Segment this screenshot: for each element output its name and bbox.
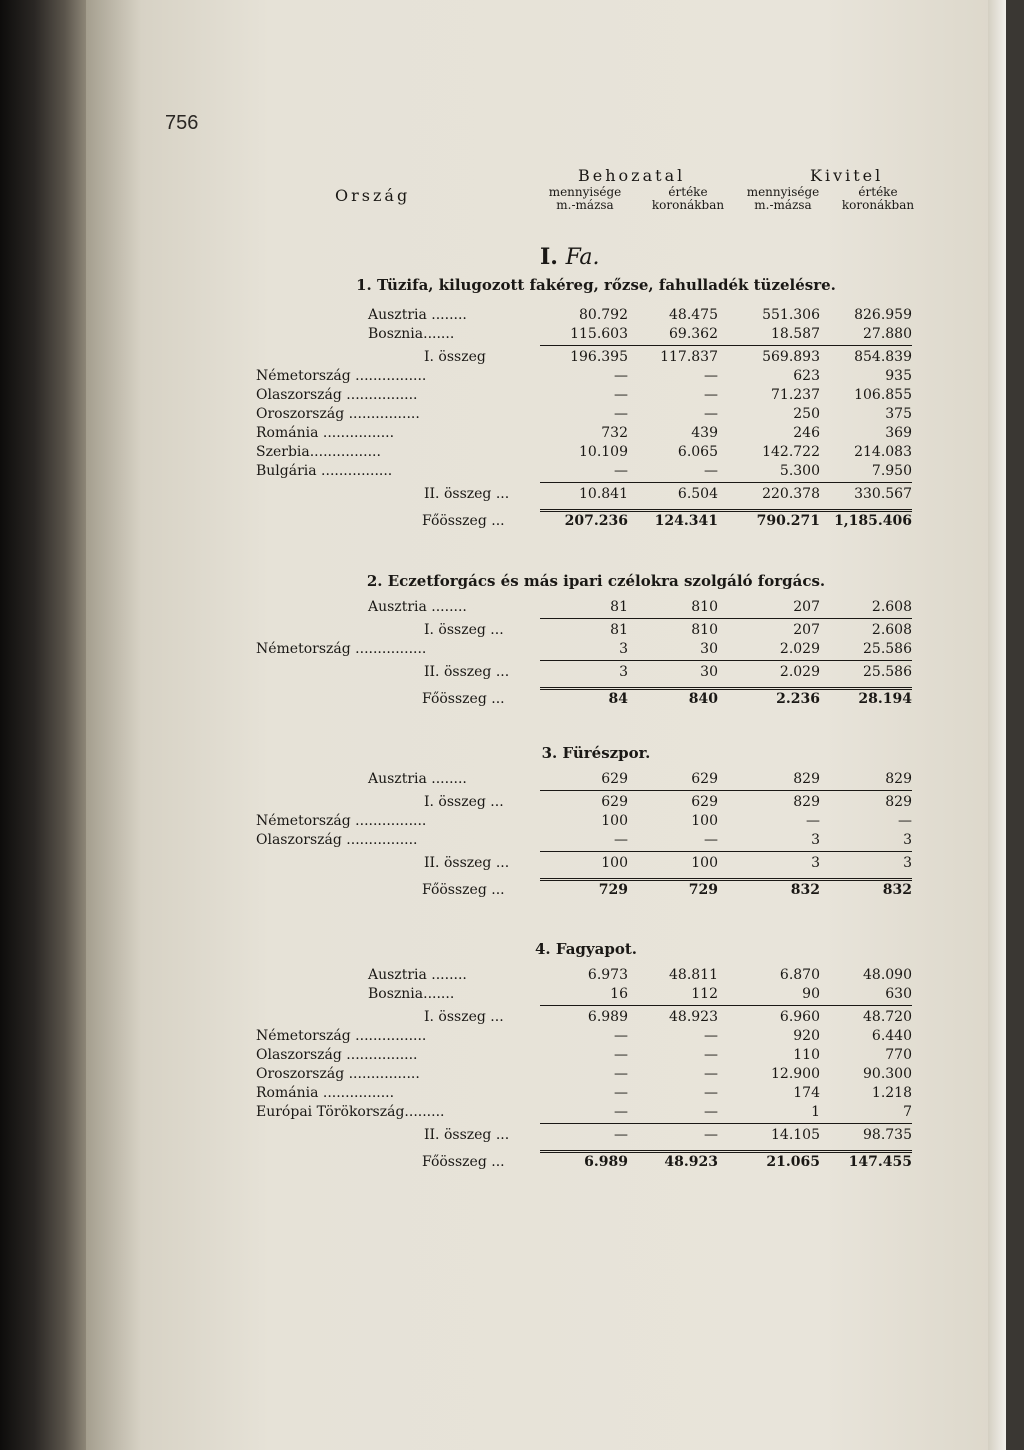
row-label: Bulgária ................ [256,463,393,479]
import-value-cell: 30 [700,664,718,680]
row-label: Németország ................ [256,641,427,657]
export-value-cell: 90.300 [863,1066,912,1082]
row-label: Románia ................ [256,1085,395,1101]
row-label: Főösszeg ... [422,882,505,898]
import-quantity-cell: — [614,406,628,422]
import-value-cell: 30 [700,641,718,657]
row-label: I. összeg ... [424,1009,504,1025]
import-value-cell: 48.923 [664,1154,718,1170]
table-row [0,1084,920,1102]
subtotal-row [0,1126,920,1144]
row-label: Európai Törökország......... [256,1104,445,1120]
export-value-cell: — [898,813,912,829]
table-row [0,966,920,984]
import-quantity-cell: — [614,1066,628,1082]
import-quantity-cell: 207.236 [564,513,628,529]
export-quantity-cell: 250 [793,406,820,422]
row-label: Ausztria ........ [368,771,467,787]
import-value-cell: — [704,387,718,403]
table-row [0,1103,920,1121]
import-quantity-cell: 10.841 [579,486,628,502]
export-value-cell: 25.586 [863,664,912,680]
table-row [0,424,920,442]
chapter-title: I. Fa. [540,244,600,270]
table-row [0,405,920,423]
export-value-cell: 7.950 [871,463,912,479]
import-value-cell: 729 [688,882,718,898]
export-value-cell: 935 [885,368,912,384]
export-quantity-cell: 220.378 [762,486,820,502]
export-value-cell: 1.218 [871,1085,912,1101]
export-quantity-cell: 829 [793,771,820,787]
section-title: 2. Eczetforgács és más ipari czélokra szolgáló forgács. [366,572,826,590]
export-quantity-cell: — [806,813,820,829]
export-quantity-cell: 920 [793,1028,820,1044]
table-row [0,367,920,385]
subtotal-rule [540,1123,912,1124]
import-value-cell: — [704,463,718,479]
export-value-cell: 826.959 [854,307,912,323]
import-quantity-cell: 732 [601,425,628,441]
subtotal-row [0,793,920,811]
import-quantity-header: mennyisége m.-mázsa [548,185,622,212]
export-quantity-cell: 142.722 [762,444,820,460]
export-quantity-cell: 569.893 [762,349,820,365]
import-value-cell: 48.811 [669,967,718,983]
subtotal-rule [540,618,912,619]
export-value-cell: 98.735 [863,1127,912,1143]
table-row [0,640,920,658]
subtotal-row [0,485,920,503]
row-label: I. összeg ... [424,794,504,810]
import-value-cell: 48.475 [669,307,718,323]
subtotal-rule [540,482,912,483]
export-value-cell: 2.608 [871,622,912,638]
import-value-cell: 439 [691,425,718,441]
import-value-cell: 629 [691,794,718,810]
subtotal-rule [540,660,912,661]
export-quantity-cell: 174 [793,1085,820,1101]
row-label: Oroszország ................ [256,406,420,422]
import-quantity-cell: — [614,1047,628,1063]
export-value-cell: 214.083 [854,444,912,460]
subtotal-row [0,1008,920,1026]
export-value-cell: 770 [885,1047,912,1063]
row-label: Olaszország ................ [256,387,418,403]
import-value-cell: — [704,1104,718,1120]
export-quantity-cell: 18.587 [771,326,820,342]
export-value-cell: 330.567 [854,486,912,502]
import-quantity-cell: — [614,387,628,403]
export-value-cell: 7 [903,1104,912,1120]
row-label: Németország ................ [256,368,427,384]
import-value-cell: — [704,368,718,384]
row-label: Oroszország ................ [256,1066,420,1082]
export-value-cell: 48.720 [863,1009,912,1025]
import-quantity-cell: — [614,463,628,479]
export-quantity-cell: 829 [793,794,820,810]
import-value-cell: 100 [691,855,718,871]
import-value-cell: — [704,1028,718,1044]
import-value-cell: 112 [691,986,718,1002]
subtotal-row [0,621,920,639]
table-row [0,325,920,343]
import-quantity-cell: 16 [610,986,628,1002]
export-quantity-cell: 623 [793,368,820,384]
section-title: 4. Fagyapot. [535,940,637,958]
import-quantity-cell: 729 [598,882,628,898]
table-row [0,812,920,830]
import-quantity-cell: 115.603 [570,326,628,342]
export-quantity-cell: 110 [793,1047,820,1063]
row-label: Ausztria ........ [368,599,467,615]
import-quantity-cell: — [614,1127,628,1143]
subtotal-rule [540,1005,912,1006]
export-value-cell: 6.440 [871,1028,912,1044]
subtotal-rule [540,790,912,791]
grand-total-row [0,881,920,899]
export-quantity-cell: 3 [811,832,820,848]
import-quantity-cell: 629 [601,794,628,810]
export-quantity-cell: 2.236 [776,691,820,707]
import-value-cell: 6.065 [677,444,718,460]
export-quantity-cell: 790.271 [756,513,820,529]
export-value-cell: 630 [885,986,912,1002]
import-value-cell: — [704,1127,718,1143]
import-value-cell: 810 [691,599,718,615]
export-quantity-cell: 21.065 [766,1154,820,1170]
import-quantity-cell: 6.989 [587,1009,628,1025]
import-quantity-cell: 80.792 [579,307,628,323]
row-label: Ausztria ........ [368,307,467,323]
import-quantity-cell: — [614,1085,628,1101]
export-quantity-cell: 90 [802,986,820,1002]
import-quantity-cell: 81 [610,622,628,638]
export-value-cell: 829 [885,794,912,810]
row-label: Főösszeg ... [422,513,505,529]
import-value-cell: 6.504 [677,486,718,502]
export-value-cell: 832 [882,882,912,898]
export-value-cell: 27.880 [863,326,912,342]
import-quantity-cell: — [614,1104,628,1120]
import-quantity-cell: 3 [619,641,628,657]
export-quantity-cell: 12.900 [771,1066,820,1082]
book-spine [0,0,86,1450]
import-quantity-cell: 6.973 [587,967,628,983]
row-label: II. összeg ... [424,664,510,680]
import-quantity-cell: — [614,1028,628,1044]
section-title: 3. Fürészpor. [541,744,651,762]
row-label: Olaszország ................ [256,832,418,848]
row-label: II. összeg ... [424,1127,510,1143]
export-value-cell: 1,185.406 [834,513,912,529]
import-value-cell: 840 [688,691,718,707]
export-value-cell: 3 [903,855,912,871]
import-quantity-cell: 100 [601,813,628,829]
country-column-header: Ország [335,186,411,205]
export-quantity-cell: 2.029 [779,641,820,657]
export-value-cell: 25.586 [863,641,912,657]
row-label: Olaszország ................ [256,1047,418,1063]
export-quantity-cell: 246 [793,425,820,441]
export-quantity-cell: 551.306 [762,307,820,323]
table-row [0,443,920,461]
import-header: Behozatal [578,166,686,185]
row-label: Szerbia................ [256,444,381,460]
export-quantity-cell: 6.960 [779,1009,820,1025]
export-quantity-cell: 207 [793,622,820,638]
export-value-cell: 369 [885,425,912,441]
row-label: Románia ................ [256,425,395,441]
import-value-cell: — [704,1085,718,1101]
import-quantity-cell: 10.109 [579,444,628,460]
import-value-cell: 629 [691,771,718,787]
import-value-cell: 100 [691,813,718,829]
export-quantity-cell: 5.300 [779,463,820,479]
book-page [86,0,1006,1450]
export-value-cell: 375 [885,406,912,422]
import-value-header: értéke koronákban [651,185,725,212]
section-title: 1. Tüzifa, kilugozott fakéreg, rőzse, fahulladék tüzelésre. [356,276,836,294]
table-row [0,598,920,616]
table-row [0,386,920,404]
row-label: Ausztria ........ [368,967,467,983]
export-quantity-cell: 71.237 [771,387,820,403]
row-label: Bosznia....... [368,326,455,342]
export-quantity-cell: 14.105 [771,1127,820,1143]
export-quantity-cell: 3 [811,855,820,871]
export-value-cell: 3 [903,832,912,848]
import-quantity-cell: 629 [601,771,628,787]
row-label: I. összeg ... [424,622,504,638]
subtotal-row [0,348,920,366]
import-quantity-cell: 81 [610,599,628,615]
import-value-cell: 124.341 [654,513,718,529]
import-value-cell: 69.362 [669,326,718,342]
grand-total-row [0,512,920,530]
export-value-cell: 2.608 [871,599,912,615]
import-quantity-cell: — [614,832,628,848]
subtotal-row [0,663,920,681]
export-value-cell: 28.194 [858,691,912,707]
row-label: II. összeg ... [424,855,510,871]
import-value-cell: — [704,406,718,422]
import-quantity-cell: — [614,368,628,384]
table-row [0,831,920,849]
import-value-cell: 48.923 [669,1009,718,1025]
import-quantity-cell: 6.989 [584,1154,628,1170]
table-row [0,306,920,324]
import-value-cell: — [704,1047,718,1063]
import-value-cell: 810 [691,622,718,638]
table-row [0,462,920,480]
export-quantity-cell: 207 [793,599,820,615]
import-value-cell: — [704,1066,718,1082]
table-row [0,1046,920,1064]
table-row [0,1065,920,1083]
export-value-cell: 48.090 [863,967,912,983]
export-quantity-cell: 6.870 [779,967,820,983]
import-quantity-cell: 84 [608,691,628,707]
row-label: Németország ................ [256,1028,427,1044]
page-edge [988,0,1006,1450]
export-value-cell: 106.855 [854,387,912,403]
export-header: Kivitel [810,166,884,185]
import-quantity-cell: 100 [601,855,628,871]
export-value-cell: 829 [885,771,912,787]
export-quantity-cell: 1 [811,1104,820,1120]
subtotal-rule [540,851,912,852]
row-label: I. összeg [424,349,486,365]
export-value-cell: 147.455 [848,1154,912,1170]
import-value-cell: 117.837 [660,349,718,365]
export-quantity-header: mennyisége m.-mázsa [746,185,820,212]
row-label: Főösszeg ... [422,1154,505,1170]
row-label: Bosznia....... [368,986,455,1002]
export-quantity-cell: 2.029 [779,664,820,680]
export-quantity-cell: 832 [790,882,820,898]
export-value-cell: 854.839 [854,349,912,365]
table-row [0,985,920,1003]
grand-total-row [0,690,920,708]
row-label: Németország ................ [256,813,427,829]
page-number: 756 [165,112,199,134]
grand-total-row [0,1153,920,1171]
import-value-cell: — [704,832,718,848]
row-label: Főösszeg ... [422,691,505,707]
subtotal-rule [540,345,912,346]
subtotal-row [0,854,920,872]
table-row [0,770,920,788]
table-row [0,1027,920,1045]
import-quantity-cell: 196.395 [570,349,628,365]
import-quantity-cell: 3 [619,664,628,680]
export-value-header: értéke koronákban [841,185,915,212]
row-label: II. összeg ... [424,486,510,502]
